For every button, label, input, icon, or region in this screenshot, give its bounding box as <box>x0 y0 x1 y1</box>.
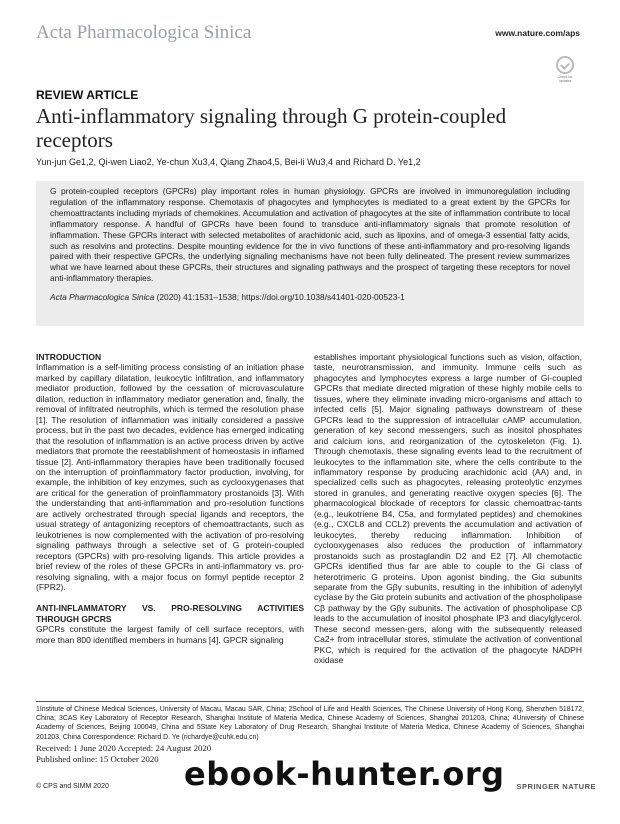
journal-url-link[interactable]: www.nature.com/aps <box>495 28 580 38</box>
publisher-logo: SPRINGER NATURE <box>516 782 596 791</box>
left-column <box>36 352 304 645</box>
citation-doi-link[interactable]: (2020) 41:1531–1538; https://doi.org/10.1038/s41401-020-00523-1 <box>154 292 405 303</box>
citation-line <box>50 292 570 302</box>
abstract-box <box>36 181 584 326</box>
check-updates-icon <box>556 56 574 74</box>
article-type-label: REVIEW ARTICLE <box>36 88 139 102</box>
published-online-date: Published online: 15 October 2020 <box>36 753 159 764</box>
check-updates-label: Check for updates <box>557 75 573 83</box>
citation-journal: Acta Pharmacologica Sinica <box>50 292 155 303</box>
received-accepted-dates: Received: 1 June 2020 Accepted: 24 August 2020 <box>36 743 212 753</box>
section2-paragraph: GPCRs constitute the largest family of cell surface receptors, with more than 800 identified members in humans [4]. GPCR signaling <box>36 624 304 645</box>
watermark-text: ebook-hunter.org <box>184 755 505 793</box>
right-column-paragraph: establishes important physiological functions such as vision, olfaction, taste, neurotransmission, and immunity. Immune cells such as phagocytes and lymphocytes express a large number of Gi-coupled GPCRs that mediate directed migration of these highly mobile cells to tissues, where they eliminate invading micro-organisms and attach to infected cells [5]. Major signaling pathways downstream of these GPCRs lead to the suppression of intracellular cAMP accumulation, generation of key second messengers, such as inositol phosphates and calcium ions, and reorganization of the cytoskeleton (Fig. 1). Through chemotaxis, these signaling events lead to the recruitment of leukocytes to the inflammation site, where the cells contribute to the inflammatory response by producing arachidonic acid (AA) and, in specialized cells such as phagocytes, releasing proteolytic enzymes stored in granules, and generating reactive oxygen species [6]. The pharmacological blockade of receptors for classic chemoattrac-tants (e.g., leukotriene B4, C5a, and formylated peptides) and chemokines (e.g., CXCL8 and CCL2) prevents the accumulation and activation of leukocytes, thereby reducing inflammation. Inhibition of cyclooxygenases also reduces the production of inflammatory prostanoids such as prostaglandin D2 and E2 [7]. All chemotactic GPCRs identified thus far are able to couple to the Gi class of heterotrimeric G proteins. Upon agonist binding, the Giα subunits separate from the Gβγ subunits, resulting in the inhibition of adenylyl cyclase by the Giα protein subunits and activation of the phospholipase Cβ pathway by the Gβγ subunits. The activation of phospholipase Cβ leads to the accumulation of inositol phosphate IP3 and diacylglycerol. These second messen-gers, along with the subsequently released Ca2+ from intracellular stores, stimulate the activation of conventional PKC, which is required for the activation of the phagocyte NADPH oxidase <box>314 352 582 666</box>
abstract-text: G protein-coupled receptors (GPCRs) play important roles in human physiology. GPCRs are involved in immunoregulation including regulation of the inflammatory response. Chemotaxis of phagocytes and lymphocytes is mediated to a great extent by the GPCRs for chemoattractants including myriads of chemokines. Accumulation and activation of phagocytes at the site of inflammation contribute to local inflammatory response. A handful of GPCRs have been found to transduce anti-inflammatory signals that promote resolution of inflammation. These GPCRs interact with selected metabolites of arachidonic acid, such as lipoxins, and of omega-3 essential fatty acids, such as resolvins and protectins. Despite mounting evidence for the in vivo functions of these anti-inflammatory and pro-resolving ligands paired with their respective GPCRs, the underlying signaling mechanisms have not been fully delineated. The present review summarizes what we have learned about these GPCRs, their structures and signaling pathways and the prospect of targeting these receptors for novel anti-inflammatory therapies. <box>50 186 570 284</box>
author-list: Yun-jun Ge1,2, Qi-wen Liao2, Ye-chun Xu3,4, Qiang Zhao4,5, Bei-li Wu3,4 and Richard D. Ye1,2 <box>36 157 421 167</box>
footnote-divider <box>36 701 584 702</box>
journal-name: Acta Pharmacologica Sinica <box>36 22 252 43</box>
copyright-notice: © CPS and SIMM 2020 <box>36 783 109 790</box>
section-heading-anti-inflammatory: ANTI-INFLAMMATORY VS. PRO-RESOLVING ACTIVITIES THROUGH GPCRS <box>36 603 304 624</box>
affiliations-footnote: 1Institute of Chinese Medical Sciences, University of Macau, Macau SAR, China; 2School of Life and Health Sciences, The Chinese University of Hong Kong, Shenzhen 518172, China; 3CAS Key Laboratory of Receptor Research, Shanghai Institute of Materia Medica, Chinese Academy of Sciences, Shanghai 201203, China; 4University of Chinese Academy of Sciences, Beijing 100049, China and 5State Key Laboratory of Drug Research, Shanghai Institute of Materia Medica, Chinese Academy of Sciences, Shanghai 201203, China Correspondence: Richard D. Ye (richardye@cuhk.edu.cn) <box>36 706 584 741</box>
check-for-updates-badge[interactable] <box>554 56 576 86</box>
article-title: Anti-inflammatory signaling through G protein-coupled receptors <box>36 104 507 152</box>
right-column <box>314 352 582 666</box>
introduction-paragraph: Inflammation is a self-limiting process consisting of an initiation phase marked by capillary dilatation, leukocytic infiltration, and inflammatory mediator production, followed by the cessation of microvasculature dilation, reduction in inflammatory mediator generation and, finally, the removal of infiltrated neutrophils, which is termed the resolution phase [1]. The resolution of inflammation was initially considered a passive process, but in the past two decades, evidence has emerged indicating that the resolution of inflammation is an active process driven by active mediators that promote the reestablishment of homeostasis in inflamed tissue [2]. Anti-inflammatory therapies have been traditionally focused on the interruption of proinflammatory factor production, involving, for example, the inhibition of key enzymes, such as cyclooxygenases that are critical for the generation of proinflammatory prostanoids [3]. With the understanding that anti-inflammation and pro-resolution functions are actively orchestrated through special ligands and receptors, the usual strategy of antagonizing receptors of chemoattractants, such as leukotrienes is now complemented with the activation of pro-resolving signaling pathways through a selective set of G protein-coupled receptors (GPCRs) with pro-resolving ligands. This article provides a brief review of the roles of these GPCRs in anti-inflammatory vs. pro-resolving signaling, with a major focus on formyl peptide receptor 2 (FPR2). <box>36 362 304 592</box>
section-heading-introduction: INTRODUCTION <box>36 352 102 362</box>
